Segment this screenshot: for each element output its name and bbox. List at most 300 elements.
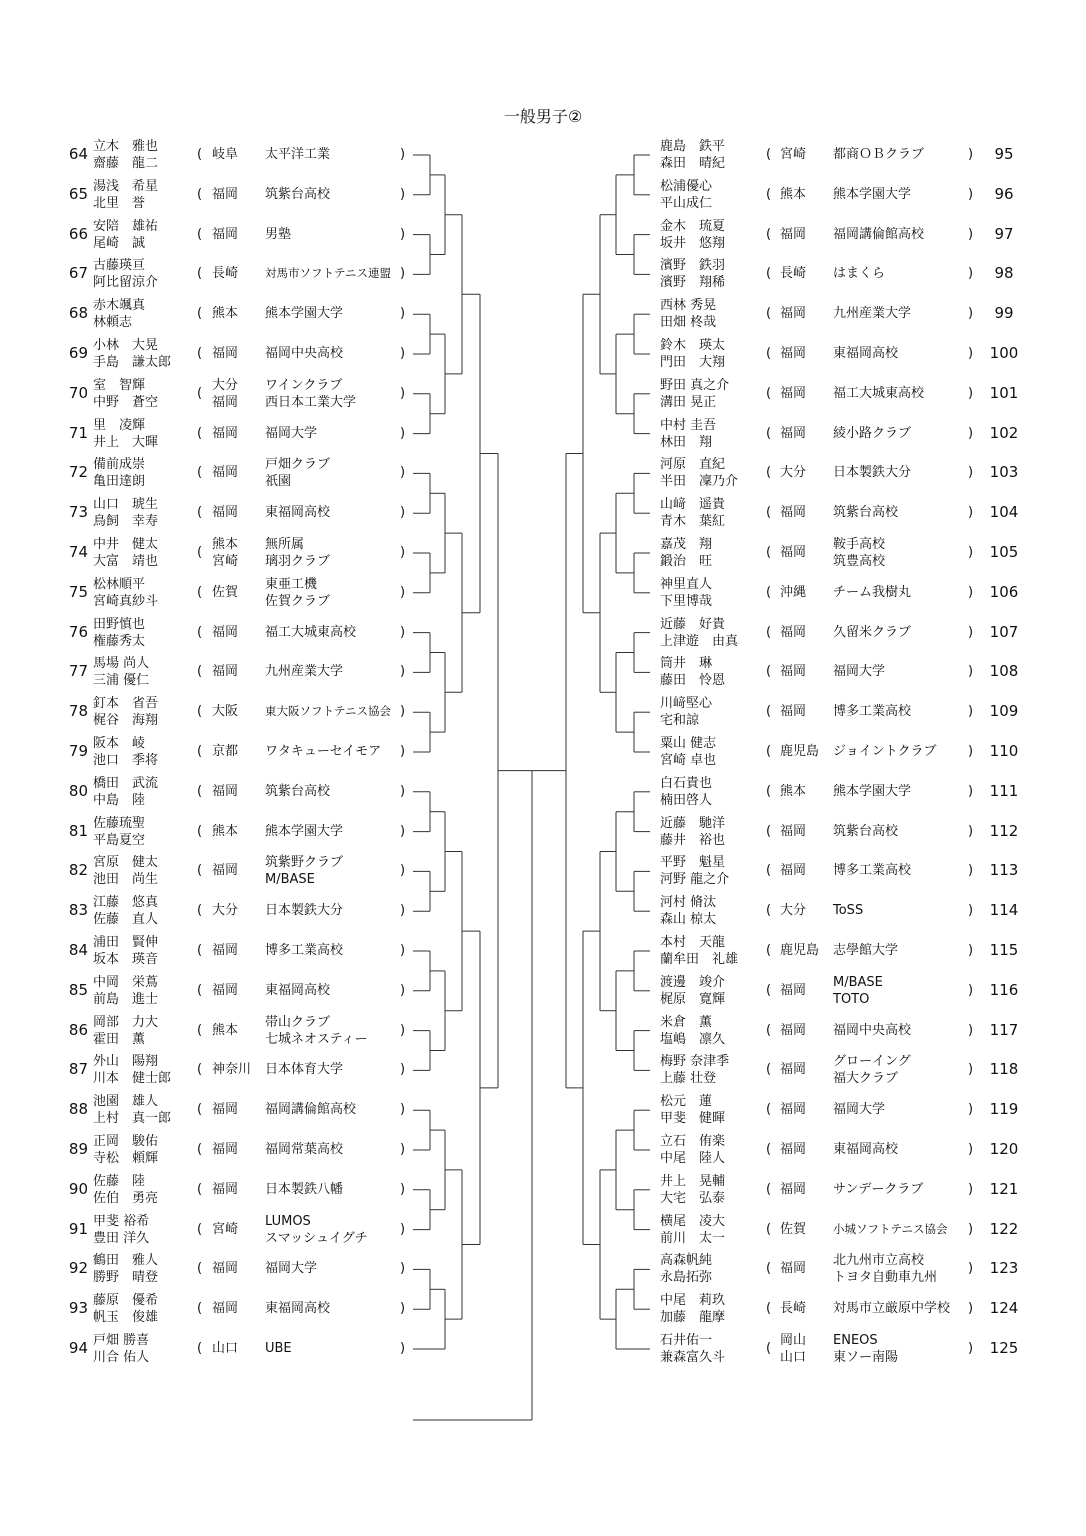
team-name: チーム我樹丸 xyxy=(833,584,912,600)
paren-open: ( xyxy=(766,306,772,322)
entry-number: 117 xyxy=(989,1020,1019,1039)
team-name: 福岡常葉高校 xyxy=(265,1142,344,1157)
team-name: 都商ＯＢクラブ xyxy=(833,147,925,162)
player-name: 坂井 悠翔 xyxy=(660,235,726,251)
prefecture: 鹿児島 xyxy=(780,744,820,759)
player-name: 森山 椋太 xyxy=(660,912,717,928)
prefecture: 福岡 xyxy=(780,863,807,879)
team-name: 博多工業高校 xyxy=(833,704,912,720)
player-name: 馬場 尚人 xyxy=(93,656,150,672)
prefecture: 福岡 xyxy=(780,306,807,322)
paren-close: ) xyxy=(400,465,406,481)
player-name: 中尾 陸人 xyxy=(660,1151,726,1166)
paren-open: ( xyxy=(197,1341,203,1356)
prefecture: 福岡 xyxy=(212,624,239,640)
entry-number: 90 xyxy=(68,1179,88,1198)
paren-open: ( xyxy=(766,903,772,919)
player-name: 梶原 寛輝 xyxy=(660,991,726,1007)
paren-close: ) xyxy=(968,465,974,481)
prefecture: 福岡 xyxy=(212,505,239,521)
player-name: 阿比留涼介 xyxy=(93,275,159,291)
player-name: 池園 雄人 xyxy=(93,1094,159,1110)
prefecture: 福岡 xyxy=(212,1181,239,1197)
player-name: 高森帆純 xyxy=(660,1253,713,1269)
paren-close: ) xyxy=(968,186,974,202)
entry-number: 78 xyxy=(68,702,88,721)
paren-open: ( xyxy=(197,226,203,242)
player-name: 松林順平 xyxy=(93,576,146,592)
team-name: 福岡講倫館高校 xyxy=(833,226,925,242)
player-name: 西林 秀晃 xyxy=(660,298,717,314)
entry-number: 67 xyxy=(68,264,88,283)
entry-number: 120 xyxy=(989,1140,1019,1158)
entry-number: 98 xyxy=(994,264,1014,283)
player-name: 上津遊 由真 xyxy=(660,633,739,649)
prefecture: 福岡 xyxy=(780,226,807,242)
player-name: 帆玉 俊雄 xyxy=(93,1310,159,1326)
team-name: 熊本学園大学 xyxy=(833,186,912,202)
prefecture: 福岡 xyxy=(780,1022,807,1038)
player-name: 手島 謙太郎 xyxy=(93,355,172,370)
player-name: 中島 陸 xyxy=(93,792,146,808)
paren-open: ( xyxy=(197,306,203,322)
player-name: 平野 魁星 xyxy=(660,855,726,871)
team-name: 九州産業大学 xyxy=(265,664,344,680)
paren-open: ( xyxy=(197,147,203,162)
player-name: 鈴木 瑛太 xyxy=(660,338,726,353)
paren-close: ) xyxy=(968,1102,974,1118)
player-name: 平山成仁 xyxy=(660,195,713,211)
prefecture: 熊本 xyxy=(780,783,807,799)
entry-number: 69 xyxy=(68,344,88,362)
prefecture: 福岡 xyxy=(780,425,807,441)
paren-close: ) xyxy=(400,1102,406,1118)
paren-close: ) xyxy=(400,624,406,640)
team-name: 久留米クラブ xyxy=(833,624,912,640)
prefecture: 福岡 xyxy=(780,385,807,401)
entry-number: 75 xyxy=(68,582,88,601)
player-name: 森田 晴紀 xyxy=(660,156,726,171)
paren-close: ) xyxy=(968,584,974,600)
paren-open: ( xyxy=(197,1062,203,1078)
player-name: 中岡 栄蔦 xyxy=(93,974,159,990)
player-name: 蘭牟田 礼雄 xyxy=(660,952,739,967)
player-name: 横尾 凌大 xyxy=(660,1213,726,1229)
player-name: 中野 蒼空 xyxy=(93,394,159,410)
team-name: 東福岡高校 xyxy=(265,1301,331,1317)
player-name: 安陪 雄祐 xyxy=(93,218,159,234)
prefecture: 熊本 xyxy=(780,186,807,202)
entry-number: 116 xyxy=(989,980,1019,999)
player-name: 中尾 莉玖 xyxy=(660,1293,726,1309)
entry-number: 106 xyxy=(989,582,1019,601)
paren-open: ( xyxy=(766,226,772,242)
paren-close: ) xyxy=(968,505,974,521)
paren-close: ) xyxy=(968,744,974,759)
player-name: 松元 蓮 xyxy=(660,1094,713,1110)
player-name: 橋田 武流 xyxy=(93,775,159,791)
prefecture: 岐阜 xyxy=(212,147,239,162)
prefecture: 佐賀 xyxy=(212,584,239,600)
player-name: 粟山 健志 xyxy=(660,736,717,751)
prefecture: 福岡 xyxy=(780,664,807,680)
prefecture: 熊本 xyxy=(212,823,239,839)
player-name: 北里 誉 xyxy=(93,195,146,211)
player-name: 三浦 優仁 xyxy=(93,673,150,689)
team-name: 綾小路クラブ xyxy=(833,425,912,441)
player-name: 佐藤 直人 xyxy=(93,912,159,928)
team-name: 福岡講倫館高校 xyxy=(265,1102,357,1118)
paren-close: ) xyxy=(400,385,406,401)
paren-open: ( xyxy=(197,1102,203,1118)
player-name: 金木 琉夏 xyxy=(660,218,726,234)
entry-number: 89 xyxy=(68,1140,88,1158)
player-name: 上村 真一郎 xyxy=(93,1111,172,1127)
paren-open: ( xyxy=(197,584,203,600)
player-name: 梅野 奈津季 xyxy=(660,1054,730,1070)
team-name: グローイング xyxy=(833,1054,911,1070)
player-name: 林田 翔 xyxy=(660,434,713,450)
prefecture: 福岡 xyxy=(780,1102,807,1118)
team-name: 熊本学園大学 xyxy=(265,823,344,839)
player-name: 平島夏空 xyxy=(93,832,146,848)
team-name: スマッシュイグチ xyxy=(265,1230,368,1246)
paren-open: ( xyxy=(197,346,203,361)
player-name: 赤木颯真 xyxy=(93,298,146,314)
player-name: 井上 大暉 xyxy=(93,434,159,450)
prefecture: 鹿児島 xyxy=(780,943,820,958)
player-name: 井上 晃輔 xyxy=(660,1173,726,1189)
paren-close: ) xyxy=(968,306,974,322)
player-name: 外山 陽翔 xyxy=(93,1054,159,1070)
paren-close: ) xyxy=(968,1142,974,1157)
team-name: 福岡大学 xyxy=(265,1261,318,1277)
player-name: 藤原 優希 xyxy=(93,1293,159,1309)
paren-close: ) xyxy=(400,863,406,879)
paren-open: ( xyxy=(197,1301,203,1317)
prefecture: 宮崎 xyxy=(780,147,807,162)
player-name: 甲斐 健暉 xyxy=(660,1111,726,1127)
team-name: ワタキューセイモア xyxy=(265,744,382,759)
paren-close: ) xyxy=(400,147,406,162)
paren-open: ( xyxy=(766,1142,772,1157)
player-name: 鍛治 旺 xyxy=(660,554,713,569)
player-name: 小林 大晃 xyxy=(93,338,159,353)
player-name: 豊田 洋久 xyxy=(93,1230,150,1246)
player-name: 川本 健士郎 xyxy=(93,1071,172,1087)
entry-number: 71 xyxy=(68,423,88,442)
entry-number: 87 xyxy=(68,1060,88,1079)
player-name: 前川 太一 xyxy=(660,1230,726,1246)
player-name: 野田 真之介 xyxy=(660,377,730,393)
paren-close: ) xyxy=(400,1261,406,1277)
paren-close: ) xyxy=(968,1062,974,1078)
entry-number: 123 xyxy=(989,1259,1019,1278)
team-name: はまくら xyxy=(833,266,886,282)
entry-number: 80 xyxy=(68,781,88,800)
team-name: 東福岡高校 xyxy=(265,982,331,998)
entry-number: 68 xyxy=(68,304,88,323)
team-name: 筑紫台高校 xyxy=(265,186,331,202)
team-name: 太平洋工業 xyxy=(265,147,331,162)
prefecture: 福岡 xyxy=(780,823,807,839)
prefecture: 福岡 xyxy=(780,704,807,720)
paren-open: ( xyxy=(197,982,203,998)
paren-close: ) xyxy=(400,1341,406,1356)
paren-close: ) xyxy=(968,1261,974,1277)
prefecture: 佐賀 xyxy=(780,1221,807,1237)
paren-close: ) xyxy=(400,1301,406,1317)
paren-close: ) xyxy=(400,903,406,919)
paren-close: ) xyxy=(968,385,974,401)
paren-close: ) xyxy=(400,783,406,799)
entry-number: 103 xyxy=(989,463,1019,482)
paren-open: ( xyxy=(766,1062,772,1078)
paren-close: ) xyxy=(400,943,406,958)
team-name: 東大阪ソフトテニス協会 xyxy=(265,704,392,719)
player-name: 中村 圭吾 xyxy=(660,417,717,433)
prefecture: 福岡 xyxy=(212,346,239,361)
player-name: 立石 侑楽 xyxy=(660,1134,726,1149)
paren-close: ) xyxy=(968,783,974,799)
player-name: 下里博哉 xyxy=(660,593,713,609)
entry-number: 77 xyxy=(68,662,88,681)
paren-open: ( xyxy=(766,982,772,998)
team-name: 福岡大学 xyxy=(833,1102,886,1118)
paren-close: ) xyxy=(968,624,974,640)
prefecture: 熊本 xyxy=(212,1022,239,1038)
prefecture: 熊本 xyxy=(212,306,239,322)
entry-number: 114 xyxy=(989,901,1019,920)
prefecture: 福岡 xyxy=(212,425,239,441)
paren-close: ) xyxy=(968,943,974,958)
paren-close: ) xyxy=(400,584,406,600)
player-name: 田畑 柊哉 xyxy=(660,315,717,331)
team-name: 西日本工業大学 xyxy=(265,394,357,410)
team-name: 佐賀クラブ xyxy=(265,593,331,609)
entry-number: 73 xyxy=(68,503,88,522)
player-name: 浦田 賢伸 xyxy=(93,935,159,950)
prefecture: 福岡 xyxy=(780,982,807,998)
prefecture: 神奈川 xyxy=(212,1062,252,1078)
player-name: 門田 大翔 xyxy=(660,355,726,370)
player-name: 中井 健太 xyxy=(93,537,159,552)
player-name: 米倉 薫 xyxy=(660,1014,713,1030)
paren-open: ( xyxy=(766,1022,772,1038)
prefecture: 福岡 xyxy=(212,1142,239,1157)
paren-close: ) xyxy=(968,1022,974,1038)
paren-open: ( xyxy=(197,744,203,759)
player-name: 近藤 馳洋 xyxy=(660,815,726,831)
player-name: 嘉茂 翔 xyxy=(660,537,713,552)
paren-open: ( xyxy=(197,943,203,958)
paren-open: ( xyxy=(766,266,772,282)
player-name: 林頼志 xyxy=(93,315,133,331)
player-name: 神里直人 xyxy=(660,576,713,592)
paren-open: ( xyxy=(766,465,772,481)
player-name: 大富 靖也 xyxy=(93,554,159,569)
team-name: ジョイントクラブ xyxy=(833,744,937,759)
player-name: 青木 葉紅 xyxy=(660,514,726,530)
player-name: 宮崎 卓也 xyxy=(660,753,717,768)
player-name: 宮崎真紗斗 xyxy=(93,593,159,609)
team-name: 対馬市ソフトテニス連盟 xyxy=(265,266,392,281)
team-name: 東ソー南陽 xyxy=(833,1350,899,1365)
player-name: 岡部 力大 xyxy=(93,1014,159,1030)
paren-close: ) xyxy=(968,147,974,162)
paren-open: ( xyxy=(197,1022,203,1038)
team-name: 福岡中央高校 xyxy=(833,1022,912,1038)
player-name: 里 凌輝 xyxy=(93,417,146,433)
prefecture: 大分 xyxy=(780,465,807,481)
player-name: 鹿島 鉄平 xyxy=(660,139,726,154)
entry-number: 112 xyxy=(989,821,1019,840)
player-name: 石井佑一 xyxy=(660,1333,713,1348)
entry-number: 72 xyxy=(68,463,88,482)
player-name: 山口 琥生 xyxy=(93,497,159,513)
paren-close: ) xyxy=(400,982,406,998)
prefecture: 福岡 xyxy=(212,394,239,410)
paren-open: ( xyxy=(766,346,772,361)
paren-open: ( xyxy=(197,1142,203,1157)
team-name: 帯山クラブ xyxy=(265,1014,331,1030)
player-name: 濱野 翔稀 xyxy=(660,275,726,291)
player-name: 宅和諒 xyxy=(660,713,700,729)
team-name: 祇園 xyxy=(265,474,292,490)
entry-number: 125 xyxy=(989,1339,1019,1357)
paren-close: ) xyxy=(400,545,406,560)
prefecture: 沖縄 xyxy=(780,584,807,600)
paren-open: ( xyxy=(766,823,772,839)
paren-close: ) xyxy=(968,425,974,441)
team-name: 無所属 xyxy=(265,537,305,552)
entry-number: 113 xyxy=(989,861,1019,880)
paren-close: ) xyxy=(968,226,974,242)
prefecture: 大分 xyxy=(212,377,239,393)
player-name: 大宅 弘泰 xyxy=(660,1190,726,1206)
paren-open: ( xyxy=(197,505,203,521)
paren-close: ) xyxy=(400,505,406,521)
paren-open: ( xyxy=(197,664,203,680)
team-name: 日本製鉄大分 xyxy=(265,903,344,919)
entry-number: 100 xyxy=(989,344,1019,362)
paren-close: ) xyxy=(968,346,974,361)
team-name: 日本製鉄大分 xyxy=(833,465,912,481)
player-name: 川﨑堅心 xyxy=(660,696,713,712)
player-name: 立木 雅也 xyxy=(93,139,159,154)
paren-open: ( xyxy=(766,744,772,759)
player-name: 霍田 薫 xyxy=(93,1031,146,1047)
player-name: 濱野 鉄羽 xyxy=(660,258,726,274)
entry-number: 115 xyxy=(989,941,1019,959)
player-name: 白石貴也 xyxy=(660,775,713,791)
prefecture: 大分 xyxy=(780,903,807,919)
prefecture: 福岡 xyxy=(212,1301,239,1317)
paren-close: ) xyxy=(968,1341,974,1356)
player-name: 江藤 悠真 xyxy=(93,895,159,911)
paren-open: ( xyxy=(197,903,203,919)
paren-close: ) xyxy=(400,346,406,361)
paren-open: ( xyxy=(197,266,203,282)
entry-number: 118 xyxy=(989,1060,1019,1079)
paren-close: ) xyxy=(400,704,406,720)
team-name: M/BASE xyxy=(833,974,883,990)
player-name: 尾崎 誠 xyxy=(93,235,146,251)
team-name: 九州産業大学 xyxy=(833,306,912,322)
player-name: 川合 佑人 xyxy=(93,1350,150,1365)
paren-open: ( xyxy=(766,1221,772,1237)
paren-open: ( xyxy=(766,664,772,680)
team-name: 東福岡高校 xyxy=(833,346,899,361)
paren-open: ( xyxy=(197,425,203,441)
paren-open: ( xyxy=(197,783,203,799)
paren-open: ( xyxy=(197,704,203,720)
paren-open: ( xyxy=(766,505,772,521)
paren-close: ) xyxy=(968,1221,974,1237)
player-name: 藤田 怜恩 xyxy=(660,673,726,689)
entry-number: 79 xyxy=(68,742,88,760)
entry-number: 74 xyxy=(68,543,88,561)
paren-open: ( xyxy=(766,1301,772,1317)
player-name: 半田 凜乃介 xyxy=(660,474,739,490)
entry-number: 83 xyxy=(68,901,88,920)
paren-close: ) xyxy=(400,226,406,242)
entry-number: 70 xyxy=(68,383,88,402)
entry-number: 81 xyxy=(68,821,88,840)
team-name: UBE xyxy=(265,1341,292,1356)
team-name: 筑紫台高校 xyxy=(833,505,899,521)
entry-number: 97 xyxy=(994,224,1014,243)
entry-number: 93 xyxy=(68,1299,88,1318)
paren-close: ) xyxy=(968,545,974,560)
entry-number: 101 xyxy=(989,383,1019,402)
player-name: 田野慎也 xyxy=(93,616,146,632)
paren-close: ) xyxy=(968,1301,974,1317)
paren-open: ( xyxy=(197,545,203,560)
player-name: 鶴田 雅人 xyxy=(93,1253,159,1269)
player-name: 山﨑 遥貴 xyxy=(660,497,726,513)
team-name: 福岡大学 xyxy=(265,425,318,441)
paren-open: ( xyxy=(197,1181,203,1197)
paren-close: ) xyxy=(400,823,406,839)
prefecture: 福岡 xyxy=(212,664,239,680)
entry-number: 64 xyxy=(68,145,88,163)
paren-open: ( xyxy=(197,1261,203,1277)
paren-open: ( xyxy=(766,186,772,202)
paren-open: ( xyxy=(766,624,772,640)
player-name: 坂本 瑛音 xyxy=(93,952,159,967)
prefecture: 福岡 xyxy=(212,226,239,242)
prefecture: 大阪 xyxy=(212,704,239,720)
player-name: 藤井 裕也 xyxy=(660,832,726,848)
prefecture: 福岡 xyxy=(212,465,239,481)
prefecture: 福岡 xyxy=(780,624,807,640)
paren-open: ( xyxy=(766,147,772,162)
team-name: 日本体育大学 xyxy=(265,1062,344,1078)
player-name: 溝田 晃正 xyxy=(660,394,717,410)
team-name: 福大クラブ xyxy=(833,1071,899,1087)
paren-open: ( xyxy=(197,1221,203,1237)
player-name: 永島拓弥 xyxy=(660,1270,713,1286)
entry-number: 76 xyxy=(68,622,88,641)
team-name: 福工大城東高校 xyxy=(265,624,357,640)
team-name: 志學館大学 xyxy=(833,943,899,958)
team-name: 福工大城東高校 xyxy=(833,385,925,401)
prefecture: 山口 xyxy=(212,1341,239,1356)
entry-number: 104 xyxy=(989,503,1019,522)
paren-close: ) xyxy=(400,1221,406,1237)
prefecture: 福岡 xyxy=(780,505,807,521)
